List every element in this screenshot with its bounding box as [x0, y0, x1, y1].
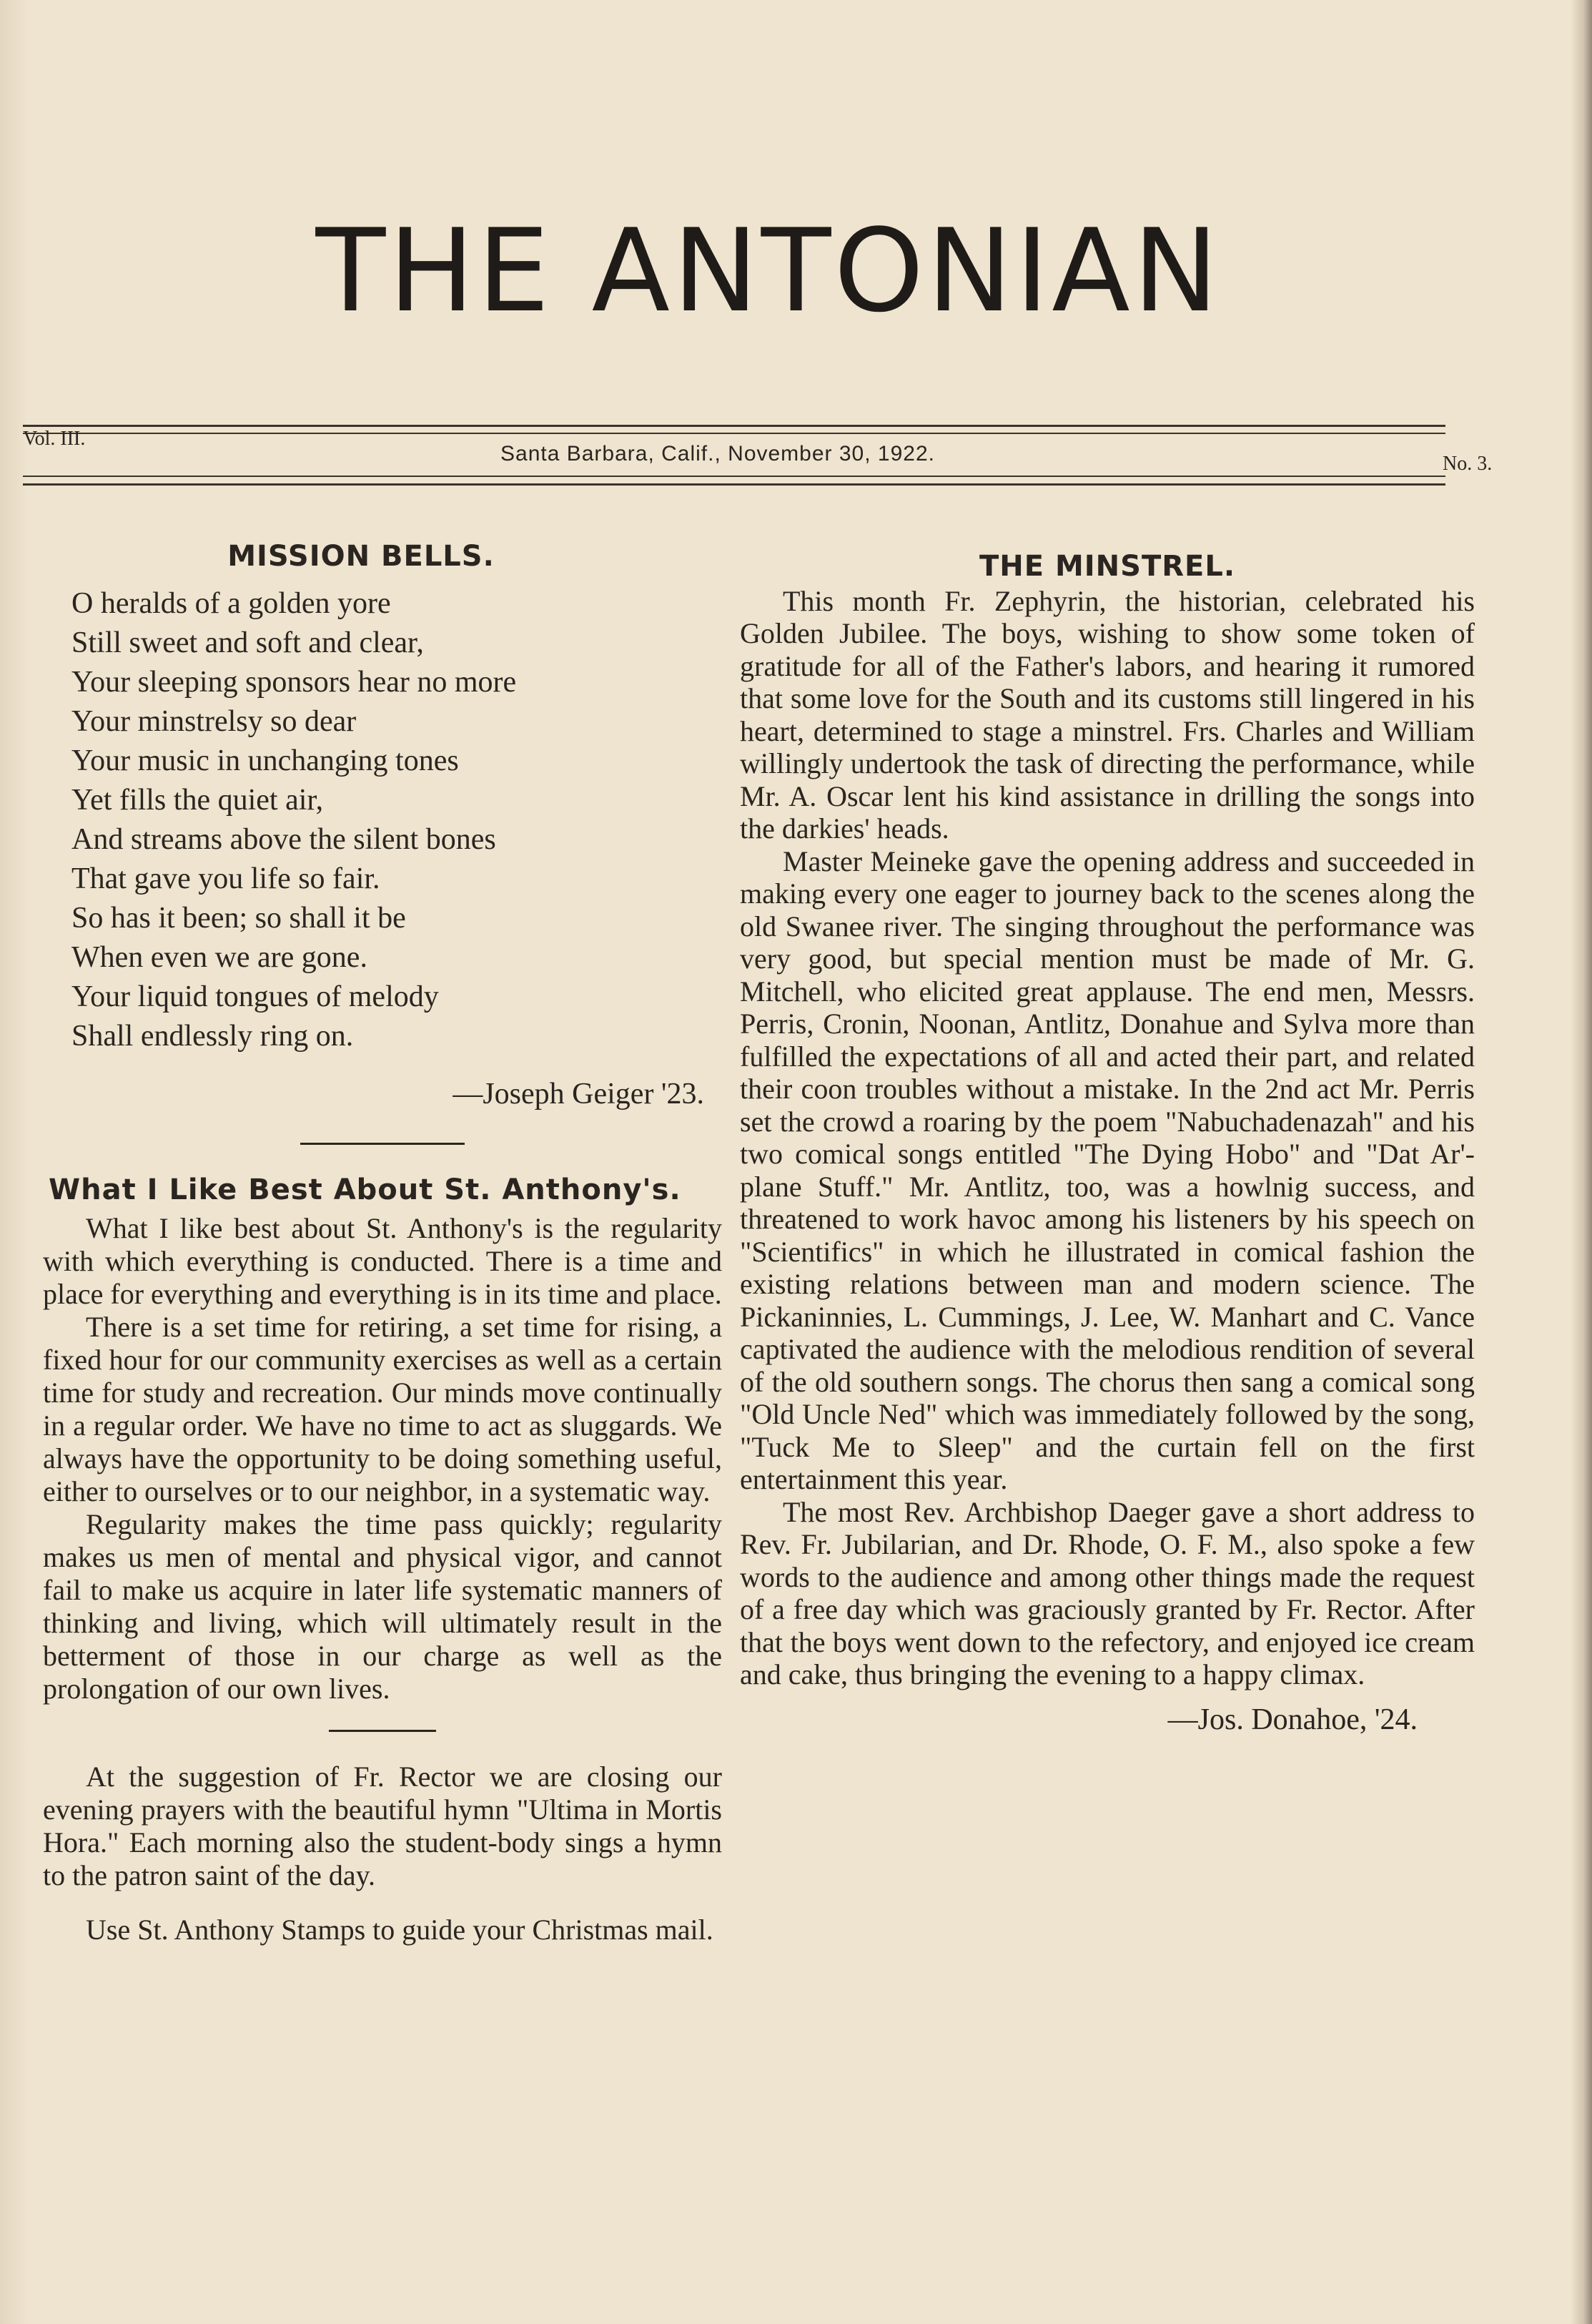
poem-line: That gave you life so fair. — [71, 862, 380, 895]
poem-line: And streams above the silent bones — [71, 823, 496, 856]
like-best-paragraph: There is a set time for retiring, a set time for rising, a fixed hour for our community exercises as well as a certain time for study and recreation. Our minds move continually in a regular order. We have no time to act as sluggards. We always have the opportunity to be doing something useful, either to ourselves or to our neighbor, in a systematic way. — [43, 1311, 722, 1507]
mission-bells-poem — [43, 584, 722, 1056]
like-best-paragraph: What I like best about St. Anthony's is the regularity with which everything is conducted. There is a time and place for everything and everything is in its time and place. — [43, 1212, 722, 1310]
poem-line: Still sweet and soft and clear, — [71, 626, 424, 659]
poem-line: Your minstrelsy so dear — [71, 705, 357, 738]
masthead-title: THE ANTONIAN — [315, 204, 1222, 338]
dateline: Santa Barbara, Calif., November 30, 1922. — [500, 442, 935, 466]
masthead-rule-bottom — [23, 476, 1445, 477]
stamps-note: Use St. Anthony Stamps to guide your Christmas mail. — [86, 1914, 713, 1946]
minstrel-paragraph: The most Rev. Archbishop Daeger gave a short address to Rev. Fr. Jubilarian, and Dr. Rhode, O. F. M., also spoke a few words to the audience and among other things made the request of a free day which was graciously granted by Fr. Rector. After that the boys went down to the refectory, and enjoyed ice cream and cake, thus bringing the evening to a happy climax. — [740, 1495, 1475, 1690]
issue-number: No. 3. — [1443, 453, 1493, 475]
right-column — [740, 551, 1475, 1736]
poem-line: So has it been; so shall it be — [71, 902, 406, 935]
poem-line: Your sleeping sponsors hear no more — [71, 666, 517, 699]
minstrel-paragraph: Master Meineke gave the opening address and succeeded in making every one eager to journey back to the scenes along the old Swanee river. The singing throughout the performance was very good, but special mention must be made of Mr. G. Mitchell, who elicited great applause. The end men, Messrs. Perris, Cronin, Noonan, Antlitz, Donahue and Sylva more than fulfilled the expectations of all and acted their part, and related their coon troubles without a mistake. In the 2nd act Mr. Perris set the crowd a roaring by the poem "Nabuchadenazah" and his two comical songs entitled "The Dying Hobo" and "Dat Ar'-plane Stuff." Mr. Antlitz, too, was a howlnig success, and threatened to work havoc among his listeners by his speech on "Scientifics" in which he illustrated in comical fashion the existing relations between man and modern science. The Pickaninnies, L. Cummings, J. Lee, W. Manhart and C. Vance captivated the audience with the melodious rendition of several of the old southern songs. The chorus then sang a comical song "Old Uncle Ned" which was immediately followed by the song, "Tuck Me to Sleep" and the curtain fell on the first entertainment this year. — [740, 845, 1475, 1495]
minstrel-title: THE MINSTREL. — [979, 550, 1236, 583]
masthead-rule-bottom-2 — [23, 483, 1445, 486]
left-column — [43, 540, 722, 1946]
minstrel-paragraph: This month Fr. Zephyrin, the historian, celebrated his Golden Jubilee. The boys, wishing to show some token of gratitude for all of the Father's labors, and hearing it rumored that some love for the South and its customs still lingered in his heart, determined to stage a minstrel. Frs. Charles and William willingly undertook the task of directing the performance, while Mr. A. Oscar lent his kind assistance in drilling the songs into the darkies' heads. — [740, 584, 1475, 845]
poem-line: Your music in unchanging tones — [71, 744, 459, 777]
poem-line: O heralds of a golden yore — [71, 587, 391, 620]
mission-bells-title: MISSION BELLS. — [227, 540, 495, 573]
minstrel-author: —Jos. Donahoe, '24. — [1167, 1703, 1418, 1736]
volume-label: Vol. III. — [23, 428, 86, 450]
masthead-rule-top — [23, 425, 1445, 427]
separator-rule — [329, 1730, 436, 1732]
like-best-title: What I Like Best About St. Anthony's. — [49, 1173, 681, 1206]
poem-line: Shall endlessly ring on. — [71, 1020, 354, 1053]
poem-line: Your liquid tongues of melody — [71, 980, 439, 1013]
separator-rule — [300, 1143, 465, 1145]
prayers-note: At the suggestion of Fr. Rector we are closing our evening prayers with the beautiful hymn "Ultima in Mortis Hora." Each morning also the student-body sings a hymn to the patron saint of the day. — [43, 1761, 722, 1891]
mission-bells-author: —Joseph Geiger '23. — [453, 1078, 704, 1111]
poem-line: Yet fills the quiet air, — [71, 784, 324, 817]
poem-line: When even we are gone. — [71, 941, 367, 974]
like-best-paragraph: Regularity makes the time pass quickly; regularity makes us men of mental and physical vigor, and cannot fail to make us acquire in later life systematic manners of thinking and living, which will ultimately result in the betterment of those in our charge as well as the prolongation of our own lives. — [43, 1508, 722, 1705]
masthead-rule-top-2 — [23, 433, 1445, 434]
